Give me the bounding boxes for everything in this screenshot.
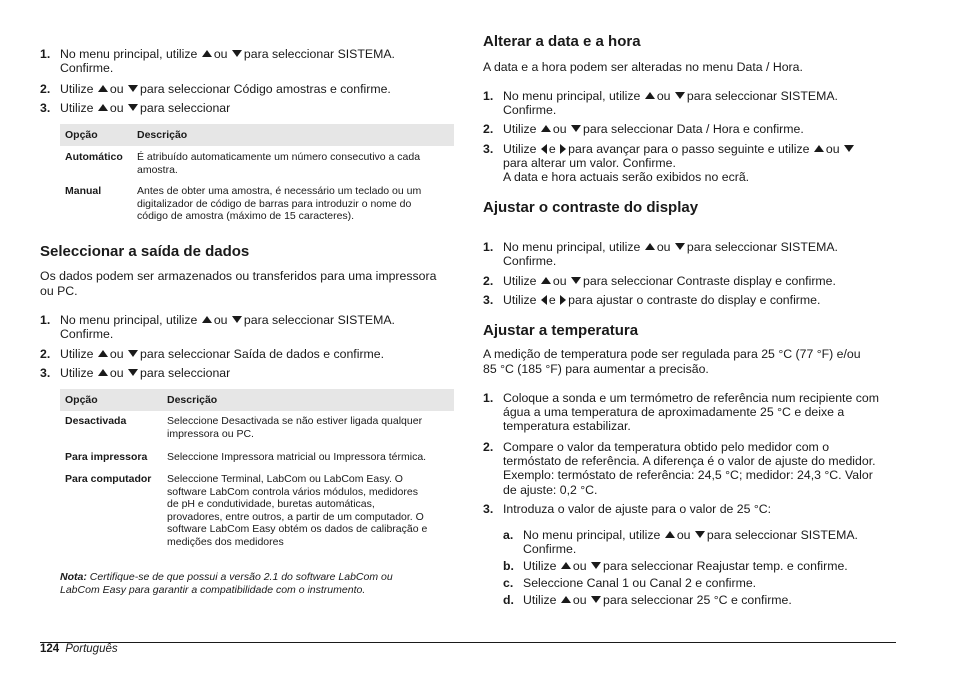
arrow-up-icon	[541, 125, 551, 132]
step-number: 2.	[483, 274, 494, 288]
table-row-option: Desactivada	[65, 415, 127, 427]
step-text: Confirme.	[60, 327, 114, 342]
table-row-description: Seleccione Desactivada se não estiver ligada qualquer impressora ou PC.	[167, 415, 423, 440]
column-header-option: Opção	[65, 129, 98, 141]
arrow-down-icon	[571, 277, 581, 284]
column-header-description: Descrição	[167, 394, 218, 406]
table-row-option: Manual	[65, 185, 102, 197]
arrow-down-icon	[571, 125, 581, 132]
section-title-temperature: Ajustar a temperatura	[483, 322, 639, 339]
arrow-down-icon	[675, 92, 685, 99]
arrow-down-icon	[591, 596, 601, 603]
step-number: 2.	[40, 347, 51, 361]
arrow-down-icon	[128, 369, 138, 376]
arrow-up-icon	[561, 596, 571, 603]
note-label: Nota:	[60, 571, 87, 583]
arrow-up-icon	[814, 145, 824, 152]
step-text: ou	[109, 82, 124, 96]
step-number: 2.	[483, 122, 494, 136]
footer-language: Português	[65, 643, 118, 655]
section-intro: Os dados podem ser armazenados ou transferidos para uma impressora ou PC.	[40, 269, 437, 298]
arrow-down-icon	[675, 243, 685, 250]
step-text: No menu principal, utilize	[60, 47, 198, 61]
arrow-down-icon	[128, 350, 138, 357]
step-number: d.	[503, 593, 514, 607]
section-title-date-time: Alterar a data e a hora	[483, 33, 641, 50]
data-output-options-table	[60, 389, 454, 559]
step-text: para seleccionar	[140, 366, 231, 380]
step-text: para seleccionar SISTEMA.	[243, 47, 395, 61]
step-number: 2.	[483, 440, 494, 454]
arrow-right-icon	[560, 144, 566, 154]
arrow-up-icon	[561, 562, 571, 569]
sample-code-options-table	[60, 124, 454, 234]
arrow-down-icon	[232, 50, 242, 57]
arrow-up-icon	[202, 50, 212, 57]
table-header	[60, 124, 454, 146]
table-row-description: Antes de obter uma amostra, é necessário um teclado ou um digitalizador de código de barras para introduzir o nome do código de amostra (máximo de 15 caracteres).	[137, 185, 422, 223]
step-text: ou	[109, 347, 124, 361]
step-text: Utilize	[60, 366, 94, 380]
step-number: 1.	[483, 391, 494, 405]
arrow-up-icon	[645, 243, 655, 250]
table-row-description: Seleccione Impressora matricial ou Impressora térmica.	[167, 451, 427, 463]
step-number: 1.	[40, 313, 51, 327]
column-header-option: Opção	[65, 394, 98, 406]
arrow-down-icon	[128, 85, 138, 92]
arrow-right-icon	[560, 295, 566, 305]
arrow-down-icon	[591, 562, 601, 569]
step-text: No menu principal, utilize	[60, 313, 198, 327]
arrow-down-icon	[128, 104, 138, 111]
arrow-up-icon	[541, 277, 551, 284]
column-header-description: Descrição	[137, 129, 188, 141]
step-text: para seleccionar	[140, 101, 231, 115]
arrow-up-icon	[665, 531, 675, 538]
section-title-display-contrast: Ajustar o contraste do display	[483, 199, 699, 216]
arrow-down-icon	[695, 531, 705, 538]
table-row-description: Seleccione Terminal, LabCom ou LabCom Easy. O software LabCom controla vários módulos, medidores de pH e condutividade, buretas automáticas, provadores, entre outros, a partir de um computador. O software LabCom Easy obtém os dados de calibração e medições dos medidores	[167, 473, 428, 548]
step-text: Utilize	[60, 82, 94, 96]
step-text: para seleccionar Saída de dados e confirme.	[140, 347, 385, 361]
step-number: b.	[503, 559, 514, 573]
table-row-option: Automático	[65, 151, 123, 163]
footer-divider	[40, 642, 896, 643]
step-number: c.	[503, 576, 514, 590]
step-number: 3.	[483, 142, 494, 156]
step-text: Utilize	[60, 101, 94, 115]
step-text: para seleccionar SISTEMA.	[243, 313, 395, 327]
table-row-option: Para computador	[65, 473, 152, 485]
step-text: ou	[213, 313, 228, 327]
page-footer	[40, 643, 118, 655]
step-text: ou	[109, 101, 124, 115]
step-number: 1.	[483, 89, 494, 103]
arrow-left-icon	[541, 295, 547, 305]
arrow-up-icon	[202, 316, 212, 323]
table-row-option: Para impressora	[65, 451, 148, 463]
step-text: ou	[109, 366, 124, 380]
step-number: 3.	[483, 502, 494, 516]
arrow-up-icon	[645, 92, 655, 99]
step-number: 3.	[40, 366, 51, 380]
step-number: 1.	[483, 240, 494, 254]
step-number: 1.	[40, 47, 51, 61]
section-title-data-output: Seleccionar a saída de dados	[40, 243, 250, 260]
arrow-up-icon	[98, 85, 108, 92]
step-text: para seleccionar Código amostras e confirme.	[140, 82, 391, 96]
step-number: 3.	[483, 293, 494, 307]
step-text: Utilize	[60, 347, 94, 361]
section-intro: A data e a hora podem ser alteradas no menu Data / Hora.	[483, 60, 803, 74]
step-number: 3.	[40, 101, 51, 115]
step-text: Confirme.	[60, 61, 114, 76]
arrow-left-icon	[541, 144, 547, 154]
page-number: 124	[40, 643, 60, 655]
arrow-up-icon	[98, 369, 108, 376]
software-version-note: Nota: Certifique-se de que possui a versão 2.1 do software LabCom ou LabCom Easy para garantir a compatibilidade com o instrumento.	[60, 571, 393, 596]
step-number: a.	[503, 528, 514, 542]
step-text: ou	[213, 47, 228, 61]
arrow-up-icon	[98, 350, 108, 357]
table-row-description: É atribuído automaticamente um número consecutivo a cada amostra.	[137, 151, 421, 176]
arrow-down-icon	[844, 145, 854, 152]
arrow-up-icon	[98, 104, 108, 111]
section-intro: A medição de temperatura pode ser regulada para 25 °C (77 °F) e/ou 85 °C (185 °F) para aumentar a precisão.	[483, 347, 861, 376]
arrow-down-icon	[232, 316, 242, 323]
table-header	[60, 389, 454, 411]
step-number: 2.	[40, 82, 51, 96]
